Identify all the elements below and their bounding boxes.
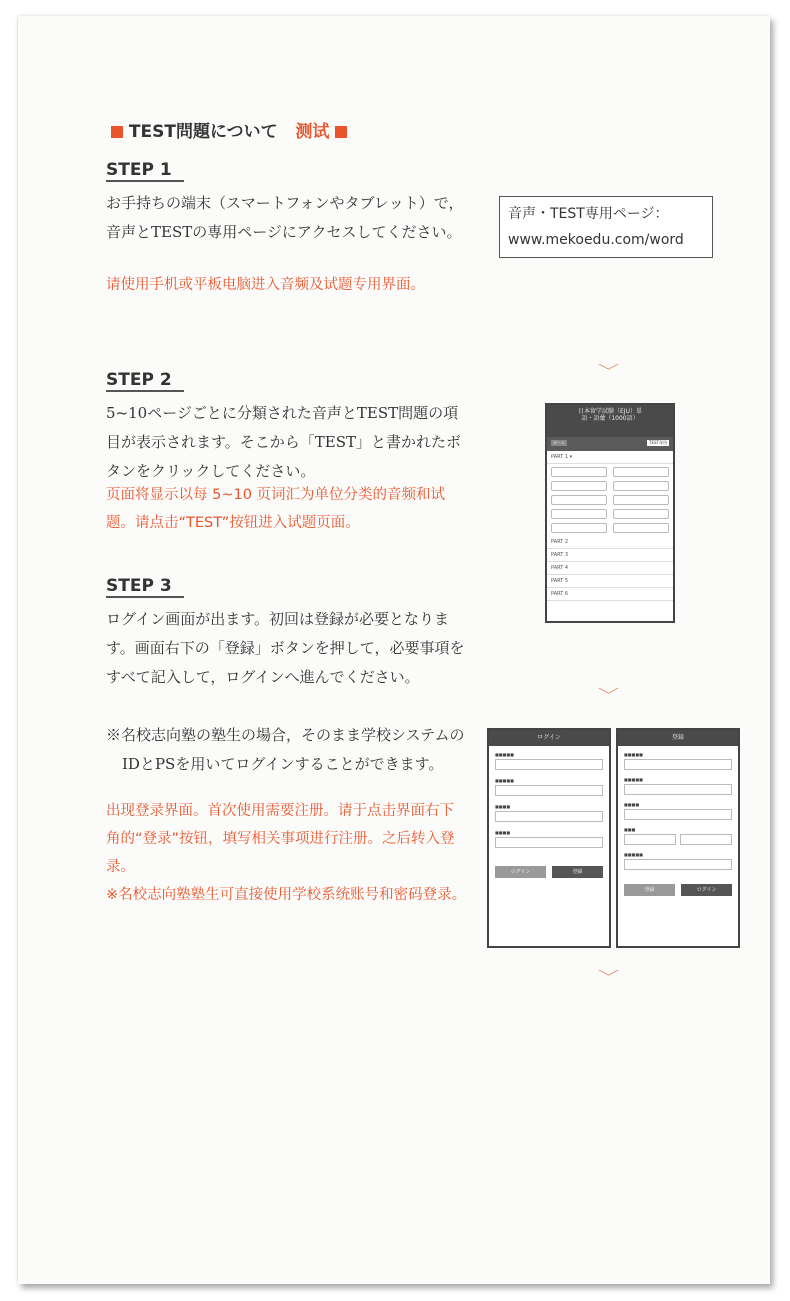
login-button[interactable]: ログイン [495, 866, 546, 878]
register-screen-title: 登録 [618, 730, 738, 746]
step-1-jp-text: お手持ちの端末（スマートフォンやタブレット）で，音声とTESTの専用ページにアクセスしてください。 [106, 194, 464, 241]
step-2-label: STEP 2 [106, 370, 184, 392]
step-1-cn-text: 请使用手机或平板电脑进入音频及试题专用界面。 [106, 277, 425, 293]
chevron-down-icon: ﹀ [598, 688, 619, 703]
login-field[interactable] [495, 759, 603, 770]
list-item[interactable]: PART 4 [547, 562, 673, 575]
list-item[interactable]: PART 2 [547, 536, 673, 549]
section-heading [111, 117, 347, 142]
list-screen-header: 日本留学試験（EJU）単語・語彙（1000語） [547, 405, 673, 437]
login-screen-title: ログイン [489, 730, 609, 746]
register-button[interactable]: 登録 [552, 866, 603, 878]
list-screen-mockup [545, 403, 675, 623]
step-3-label: STEP 3 [106, 576, 184, 598]
cancel-button[interactable]: ログイン [681, 884, 732, 896]
square-bullet-icon [111, 126, 123, 138]
chevron-down-icon: ﹀ [598, 364, 619, 379]
document-page [18, 16, 770, 1284]
register-field[interactable] [680, 834, 732, 845]
url-box [499, 196, 713, 258]
register-field[interactable] [624, 759, 732, 770]
chevron-down-icon: ﹀ [598, 970, 619, 985]
list-item[interactable]: PART 1 ▾ [547, 451, 673, 464]
button-grid [547, 464, 673, 536]
list-item[interactable]: PART 5 [547, 575, 673, 588]
step-3-cn-text: 出现登录界面。首次使用需要注册。请于点击界面右下角的“登录”按钮，填写相关事项进行注册。之后转入登录。 [106, 803, 455, 875]
list-item[interactable]: PART 3 [547, 549, 673, 562]
password-field[interactable] [495, 811, 603, 822]
step-3-jp-note: ※名校志向塾の塾生の場合，そのまま学校システムのIDとPSを用いてログインすることができます。 [106, 726, 465, 773]
url-box-label: 音声・TEST専用ページ： [508, 206, 669, 222]
step-1-label: STEP 1 [106, 160, 184, 182]
heading-title: TEST問題について [128, 122, 278, 142]
square-bullet-icon [335, 126, 347, 138]
register-field[interactable] [624, 809, 732, 820]
step-3-cn-note: ※名校志向塾塾生可直接使用学校系统账号和密码登录。 [106, 887, 467, 903]
url-box-url[interactable]: www.mekoedu.com/word [508, 232, 684, 248]
register-field[interactable] [624, 834, 676, 845]
code-field[interactable] [495, 837, 603, 848]
login-screen-mockup: ログイン ■■■■■ ■■■■■ ■■■■ ■■■■ ログイン 登録 [487, 728, 611, 948]
heading-title-zh: 测试 [295, 122, 330, 142]
login-field[interactable] [495, 785, 603, 796]
home-button[interactable]: ホーム [553, 440, 565, 445]
register-screen-mockup: 登録 ■■■■■ ■■■■■ ■■■■ ■■■ ■■■■■ 登録 ログイン [616, 728, 740, 948]
step-2-jp-text: 5~10ページごとに分類された音声とTEST問題の項目が表示されます。そこから「TEST」と書かれたボタンをクリックしてください。 [106, 404, 462, 480]
test-button[interactable]: TEST専用 [649, 440, 667, 445]
step-2-cn-text: 页面将显示以每 5~10 页词汇为单位分类的音频和试题。请点击“TEST”按钮进入试题页面。 [106, 487, 446, 531]
step-3-jp-text: ログイン画面が出ます。初回は登録が必要となります。画面右下の「登録」ボタンを押して，必要事項をすべて記入して，ログインへ進んでください。 [106, 610, 465, 686]
submit-button[interactable]: 登録 [624, 884, 675, 896]
register-field[interactable] [624, 784, 732, 795]
register-field[interactable] [624, 859, 732, 870]
list-item[interactable]: PART 6 [547, 588, 673, 601]
